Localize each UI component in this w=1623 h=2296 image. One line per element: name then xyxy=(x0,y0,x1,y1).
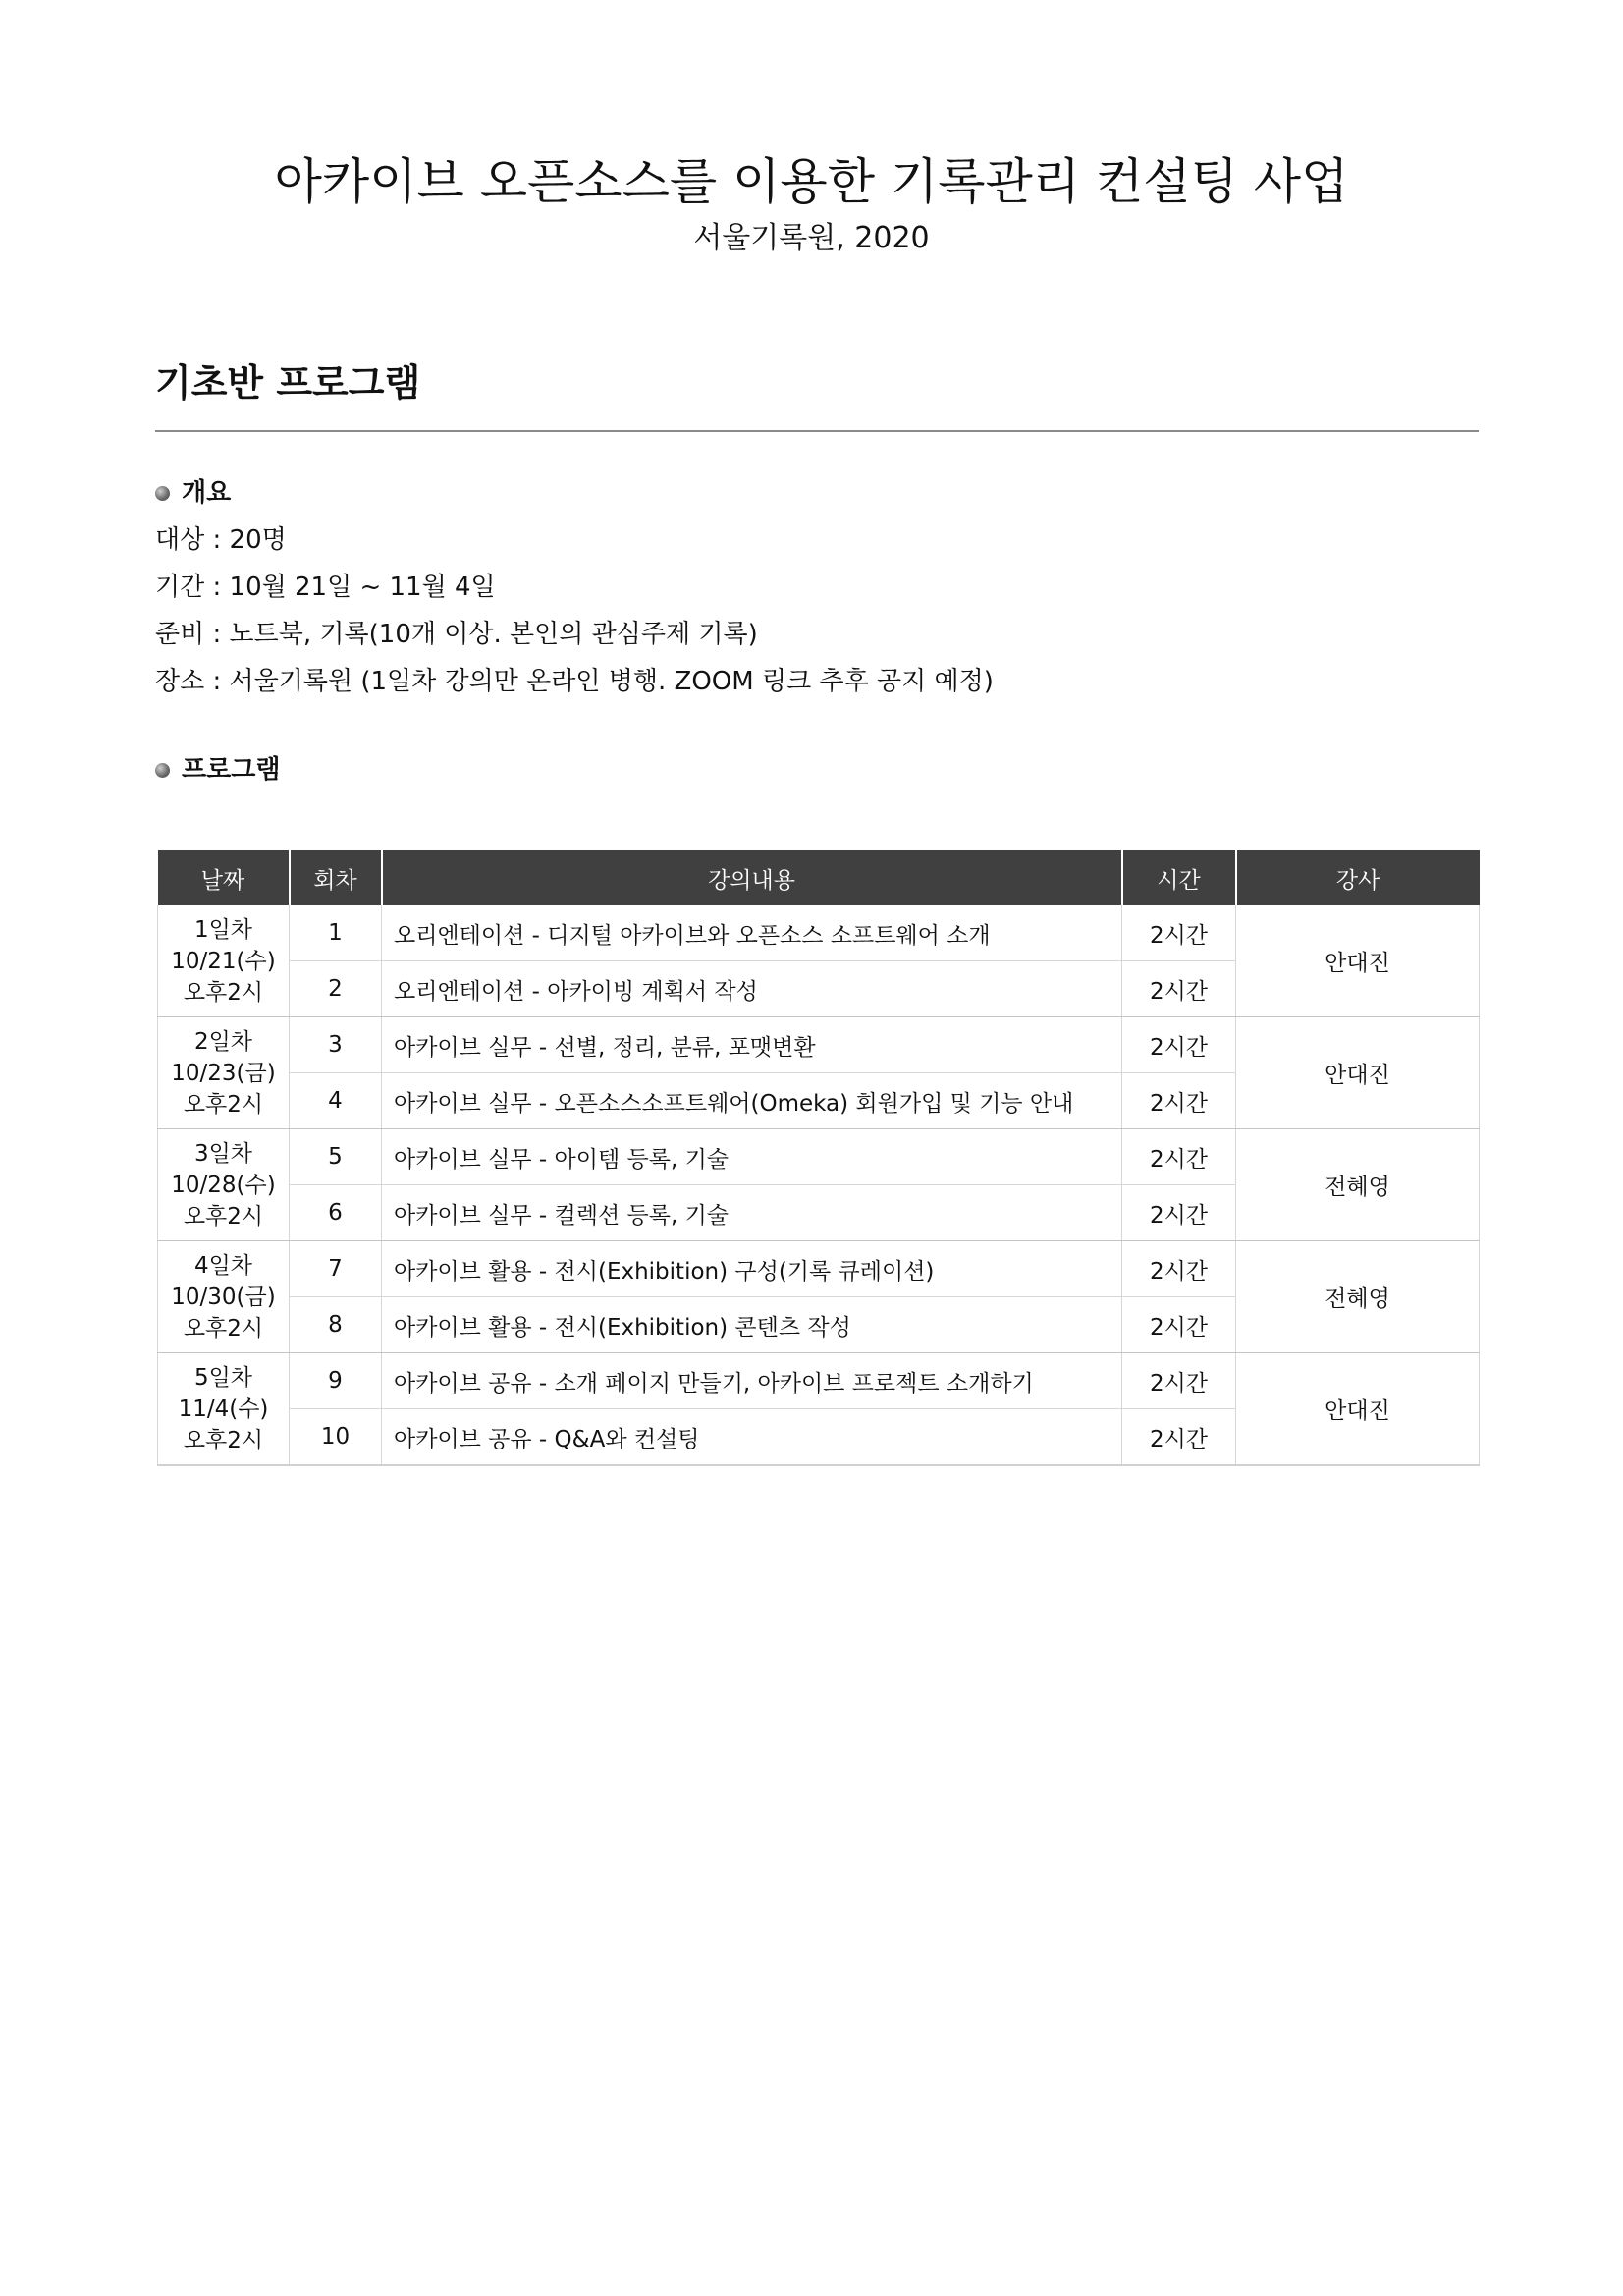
day-label: 2일차 xyxy=(193,1028,253,1055)
session-number: 1 xyxy=(290,905,382,961)
overview-item-preparation: 준비 : 노트북, 기록(10개 이상. 본인의 관심주제 기록) xyxy=(155,620,758,649)
date-label: 10/30(금) xyxy=(171,1284,276,1310)
session-content: 아카이브 실무 - 아이템 등록, 기술 xyxy=(382,1129,1122,1185)
date-label: 11/4(수) xyxy=(178,1395,269,1422)
program-heading-label: 프로그램 xyxy=(182,755,281,785)
lecturer-cell: 안대진 xyxy=(1236,905,1480,1017)
session-number: 8 xyxy=(290,1297,382,1353)
day-label: 4일차 xyxy=(193,1252,253,1279)
table-row xyxy=(158,905,1480,961)
session-hours: 2시간 xyxy=(1122,1353,1236,1409)
session-content: 아카이브 활용 - 전시(Exhibition) 구성(기록 큐레이션) xyxy=(382,1241,1122,1297)
date-label: 10/21(수) xyxy=(171,948,276,974)
column-header-content: 강의내용 xyxy=(382,850,1122,905)
session-hours: 2시간 xyxy=(1122,1409,1236,1466)
time-label: 오후2시 xyxy=(183,1203,264,1230)
date-cell xyxy=(158,905,290,1017)
session-hours: 2시간 xyxy=(1122,905,1236,961)
session-number: 5 xyxy=(290,1129,382,1185)
lecturer-cell: 안대진 xyxy=(1236,1017,1480,1129)
session-content: 아카이브 공유 - Q&A와 컨설팅 xyxy=(382,1409,1122,1466)
column-header-lecturer: 강사 xyxy=(1236,850,1480,905)
day-label: 5일차 xyxy=(193,1364,253,1391)
session-hours: 2시간 xyxy=(1122,1241,1236,1297)
overview-item-location: 장소 : 서울기록원 (1일차 강의만 온라인 병행. ZOOM 링크 추후 공지 예정) xyxy=(155,667,994,696)
table-row xyxy=(158,1017,1480,1073)
day-label: 3일차 xyxy=(193,1140,253,1167)
session-number: 10 xyxy=(290,1409,382,1466)
table-header-row xyxy=(158,850,1480,905)
lecturer-cell: 전혜영 xyxy=(1236,1129,1480,1241)
lecturer-cell: 안대진 xyxy=(1236,1353,1480,1466)
day-label: 1일차 xyxy=(193,916,253,943)
table-row xyxy=(158,1129,1480,1185)
session-number: 3 xyxy=(290,1017,382,1073)
time-label: 오후2시 xyxy=(183,1315,264,1341)
lecturer-cell: 전혜영 xyxy=(1236,1241,1480,1353)
document-subtitle: 서울기록원, 2020 xyxy=(693,221,930,255)
session-hours: 2시간 xyxy=(1122,1185,1236,1241)
date-label: 10/28(수) xyxy=(171,1172,276,1198)
session-hours: 2시간 xyxy=(1122,961,1236,1017)
session-number: 6 xyxy=(290,1185,382,1241)
date-cell xyxy=(158,1353,290,1466)
time-label: 오후2시 xyxy=(183,979,264,1006)
session-hours: 2시간 xyxy=(1122,1129,1236,1185)
program-heading xyxy=(155,752,280,788)
document-title: 아카이브 오픈소스를 이용한 기록관리 컨설팅 사업 xyxy=(274,153,1349,210)
bullet-icon xyxy=(155,486,170,501)
session-content: 아카이브 실무 - 선별, 정리, 분류, 포맷변환 xyxy=(382,1017,1122,1073)
session-number: 7 xyxy=(290,1241,382,1297)
session-content: 아카이브 실무 - 오픈소스소프트웨어(Omeka) 회원가입 및 기능 안내 xyxy=(382,1073,1122,1129)
section-title: 기초반 프로그램 xyxy=(155,361,421,405)
date-label: 10/23(금) xyxy=(171,1060,276,1086)
session-content: 아카이브 실무 - 컬렉션 등록, 기술 xyxy=(382,1185,1122,1241)
session-number: 2 xyxy=(290,961,382,1017)
date-cell xyxy=(158,1241,290,1353)
column-header-date: 날짜 xyxy=(158,850,290,905)
time-label: 오후2시 xyxy=(183,1091,264,1118)
date-cell xyxy=(158,1017,290,1129)
session-content: 오리엔테이션 - 아카이빙 계획서 작성 xyxy=(382,961,1122,1017)
column-header-hours: 시간 xyxy=(1122,850,1236,905)
section-divider xyxy=(155,430,1479,432)
session-content: 아카이브 공유 - 소개 페이지 만들기, 아카이브 프로젝트 소개하기 xyxy=(382,1353,1122,1409)
overview-item-period: 기간 : 10월 21일 ~ 11월 4일 xyxy=(155,573,496,602)
overview-heading-label: 개요 xyxy=(182,478,232,508)
time-label: 오후2시 xyxy=(183,1427,264,1453)
overview-list xyxy=(155,517,994,705)
session-content: 오리엔테이션 - 디지털 아카이브와 오픈소스 소프트웨어 소개 xyxy=(382,905,1122,961)
date-cell xyxy=(158,1129,290,1241)
session-hours: 2시간 xyxy=(1122,1297,1236,1353)
session-hours: 2시간 xyxy=(1122,1017,1236,1073)
program-table xyxy=(157,850,1480,1466)
bullet-icon xyxy=(155,763,170,778)
overview-item-target: 대상 : 20명 xyxy=(155,525,287,555)
session-number: 9 xyxy=(290,1353,382,1409)
overview-heading xyxy=(155,475,231,511)
table-row xyxy=(158,1241,1480,1297)
table-row xyxy=(158,1353,1480,1409)
session-content: 아카이브 활용 - 전시(Exhibition) 콘텐츠 작성 xyxy=(382,1297,1122,1353)
session-hours: 2시간 xyxy=(1122,1073,1236,1129)
session-number: 4 xyxy=(290,1073,382,1129)
column-header-session: 회차 xyxy=(290,850,382,905)
